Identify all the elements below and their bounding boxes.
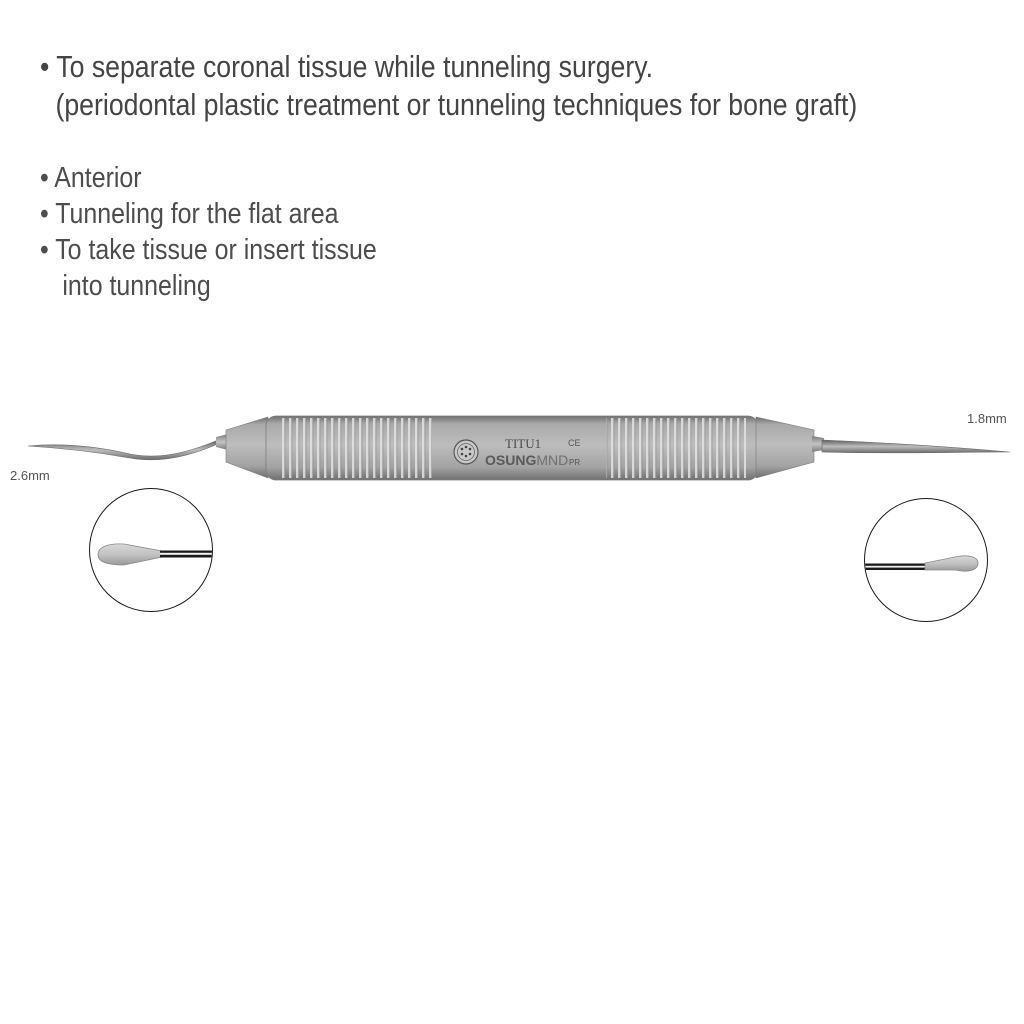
right-taper	[756, 417, 814, 478]
model-number: TITU1	[505, 436, 542, 451]
feature-item-anterior: • Anterior	[40, 162, 142, 194]
left-working-tip	[28, 440, 222, 460]
brand-name-part1: OSUNG	[485, 452, 537, 468]
pr-mark: PR	[569, 458, 581, 467]
left-tip-detail-view	[89, 488, 213, 612]
ce-mark: CE	[568, 438, 581, 448]
right-tip-detail-view	[864, 498, 988, 622]
left-tip-dimension: 2.6mm	[10, 468, 50, 483]
left-tip-detail-drawing	[90, 489, 213, 612]
feature-item-tissue: • To take tissue or insert tissue	[40, 234, 377, 266]
left-taper	[226, 417, 268, 478]
brand-name	[485, 452, 568, 468]
purpose-section	[40, 48, 990, 124]
feature-item-tissue-cont: into tunneling	[62, 270, 211, 302]
purpose-line: • To separate coronal tissue while tunneling surgery.	[40, 49, 653, 84]
feature-item-flat-area: • Tunneling for the flat area	[40, 198, 339, 230]
left-grip-grooves	[282, 418, 432, 478]
right-tip-dimension: 1.8mm	[967, 411, 1007, 426]
right-working-tip	[822, 440, 1010, 453]
features-list	[40, 160, 432, 304]
right-grip-grooves	[606, 418, 746, 478]
right-tip-detail-drawing	[865, 499, 988, 622]
osung-star-logo-icon	[454, 440, 478, 464]
purpose-note: (periodontal plastic treatment or tunneling techniques for bone graft)	[55, 87, 858, 122]
brand-name-part2: MND	[536, 452, 569, 468]
